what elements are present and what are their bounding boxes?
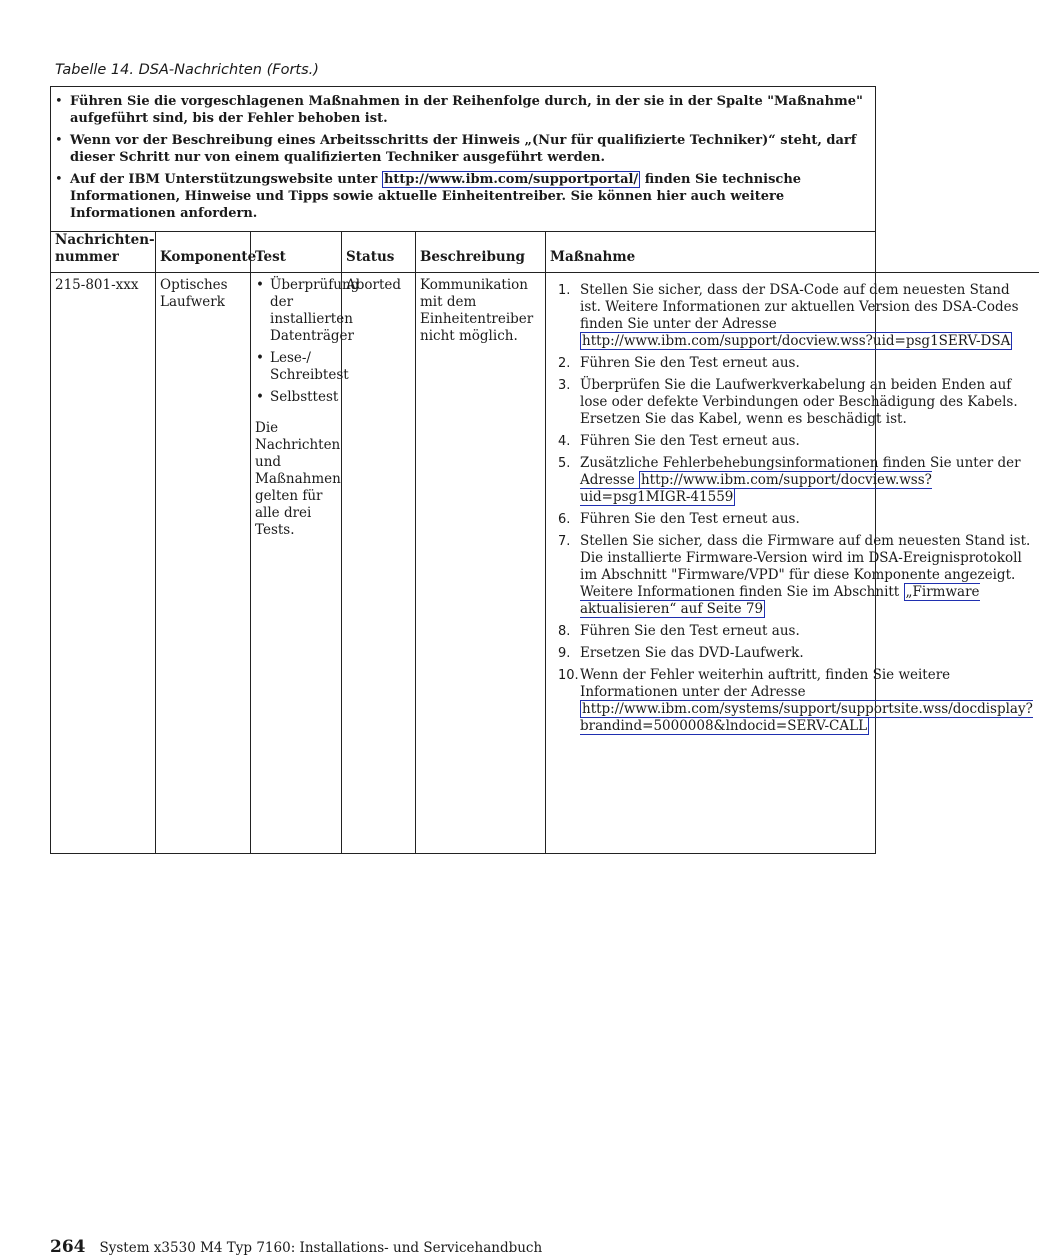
firmware-update-link[interactable]: „Firmware aktualisieren“ auf Seite 79	[580, 584, 980, 617]
step-number: 6.	[558, 512, 571, 527]
step-text: Überprüfen Sie die Laufwerkverkabelung an beiden Enden auf lose oder defekte Verbindungen oder Beschädigung des Kabels. Ersetzen Sie das Kabel, wenn es beschädigt ist.	[580, 377, 1018, 427]
action-step	[550, 667, 1035, 735]
step-text: Wenn der Fehler weiterhin auftritt, finden Sie weitere Informationen unter der Adresse	[580, 667, 951, 700]
step-text: Zusätzliche Fehlerbehebungsinformationen finden Sie unter der Adresse	[580, 455, 1021, 488]
serv-call-link[interactable]: http://www.ibm.com/systems/support/supportsite.wss/docdisplay?brandind=5000008&lndocid=SERV-CALL	[580, 701, 1033, 734]
intro-notes	[51, 87, 875, 232]
bullet-icon: •	[55, 94, 63, 109]
action-step	[550, 533, 1035, 618]
bullet-icon: •	[55, 133, 63, 148]
step-number: 8.	[558, 624, 571, 639]
step-text: Führen Sie den Test erneut aus.	[580, 623, 800, 639]
footer-title: System x3530 M4 Typ 7160: Installations- und Servicehandbuch	[99, 1240, 543, 1256]
step-number: 2.	[558, 356, 571, 371]
cell-massnahme	[545, 273, 1039, 853]
action-list	[550, 277, 1035, 735]
intro-note-text: finden Sie technische Informationen, Hinweise und Tipps sowie aktuelle Einheitentreiber. Sie können hier auch weitere Informationen anfordern.	[70, 172, 802, 221]
header-test: Test	[250, 232, 341, 273]
intro-note	[55, 132, 867, 166]
intro-note-text: Auf der IBM Unterstützungswebsite unter	[70, 172, 382, 187]
intro-note	[55, 171, 867, 222]
action-step	[550, 455, 1035, 506]
step-text: Stellen Sie sicher, dass der DSA-Code auf dem neuesten Stand ist. Weitere Informationen zur aktuellen Version des DSA-Codes finden Sie unter der Adresse	[580, 282, 1019, 332]
cell-status: Aborted	[341, 273, 415, 853]
cell-nummer: 215-801-xxx	[55, 277, 139, 293]
action-step	[550, 645, 1035, 662]
step-text: Führen Sie den Test erneut aus.	[580, 433, 800, 449]
header-massnahme: Maßnahme	[545, 232, 1039, 273]
dsa-code-link[interactable]: http://www.ibm.com/support/docview.wss?uid=psg1SERV-DSA	[582, 333, 1011, 349]
step-number: 7.	[558, 534, 571, 549]
header-status: Status	[341, 232, 415, 273]
step-number: 4.	[558, 434, 571, 449]
troubleshooting-link[interactable]: http://www.ibm.com/support/docview.wss?uid=psg1MIGR-41559	[580, 472, 932, 505]
step-text: Stellen Sie sicher, dass die Firmware auf dem neuesten Stand ist. Die installierte Firmware-Version wird im DSA-Ereignisprotokoll im Abschnitt "Firmware/VPD" für diese Komponente angezeigt. Weitere Informationen finden Sie im Abschnitt	[580, 533, 1031, 600]
test-list	[255, 277, 360, 406]
table-caption: Tabelle 14. DSA-Nachrichten (Forts.)	[55, 62, 319, 78]
action-step	[550, 282, 1035, 350]
cell-komponente: Optisches Laufwerk	[155, 273, 250, 853]
intro-note	[55, 93, 867, 127]
supportportal-link[interactable]: http://www.ibm.com/supportportal/	[383, 172, 639, 187]
dsa-messages-table	[50, 86, 1033, 854]
intro-note-text: Wenn vor der Beschreibung eines Arbeitsschritts der Hinweis „(Nur für qualifizierte Techniker)“ steht, darf dieser Schritt nur von einem qualifizierten Techniker ausgeführt werden.	[70, 133, 857, 165]
step-text: Führen Sie den Test erneut aus.	[580, 511, 800, 527]
header-komponente: Komponente	[155, 232, 250, 273]
cell-beschreibung: Kommunikation mit dem Einheitentreiber nicht möglich.	[415, 273, 545, 853]
action-step	[550, 511, 1035, 528]
action-step	[550, 433, 1035, 450]
bullet-icon: •	[55, 172, 63, 187]
test-item: • Überprüfung der installierten Datenträger	[255, 277, 337, 345]
message-grid	[51, 232, 1033, 853]
intro-note-text: Führen Sie die vorgeschlagenen Maßnahmen in der Reihenfolge durch, in der sie in der Spalte "Maßnahme" aufgeführt sind, bis der Fehler behoben ist.	[70, 94, 863, 126]
step-number: 10.	[558, 668, 579, 683]
header-nummer: Nachrichten-nummer	[51, 232, 155, 273]
page-number: 264	[50, 1237, 86, 1257]
test-note: Die Nachrichten und Maßnahmen gelten für alle drei Tests.	[255, 420, 341, 538]
step-text: Führen Sie den Test erneut aus.	[580, 355, 800, 371]
step-number: 3.	[558, 378, 571, 393]
step-number: 9.	[558, 646, 571, 661]
step-number: 1.	[558, 283, 571, 298]
action-step	[550, 377, 1035, 428]
step-text: Ersetzen Sie das DVD-Laufwerk.	[580, 645, 804, 661]
header-beschreibung: Beschreibung	[415, 232, 545, 273]
action-step	[550, 623, 1035, 640]
cell-test	[250, 273, 360, 853]
step-number: 5.	[558, 456, 571, 471]
page-footer	[50, 1237, 542, 1257]
test-item: • Selbsttest	[255, 389, 337, 406]
test-item: • Lese-/ Schreibtest	[255, 350, 337, 384]
action-step	[550, 355, 1035, 372]
